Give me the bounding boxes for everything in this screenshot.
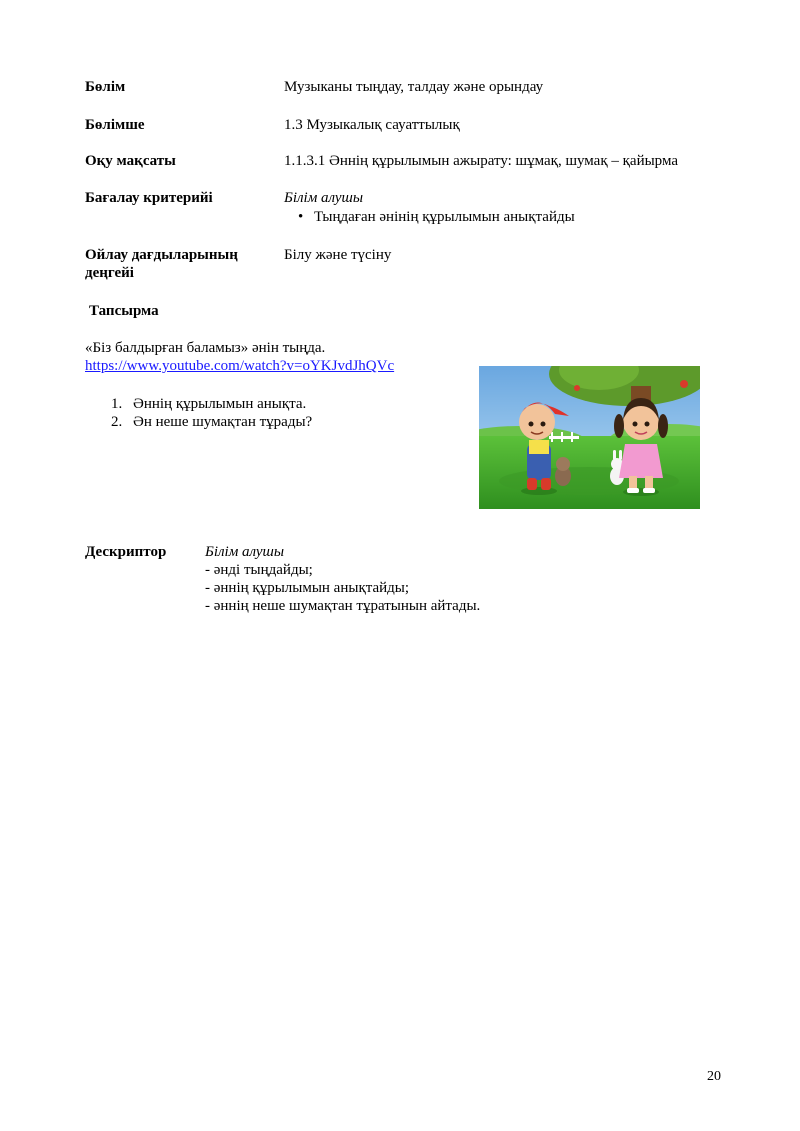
list-item bbox=[111, 395, 312, 413]
descriptor-block bbox=[205, 543, 480, 615]
list-item-number: 1. bbox=[111, 396, 123, 412]
row-section-value: Музыканы тыңдау, талдау және орындау bbox=[284, 79, 544, 95]
task-list bbox=[111, 395, 313, 431]
list-item-text: Ән неше шумақтан тұрады? bbox=[133, 414, 313, 430]
criteria-bullet-item bbox=[298, 208, 575, 226]
list-item-number: 2. bbox=[111, 414, 123, 430]
list-item: - әннің неше шумақтан тұратынын айтады. bbox=[205, 598, 481, 614]
row-thinking-label-line1: Ойлау дағдыларының bbox=[85, 247, 238, 263]
row-objective-label: Оқу мақсаты bbox=[85, 153, 176, 169]
list-item bbox=[111, 413, 313, 431]
criteria-bullet-text: Тыңдаған әнінің құрылымын анықтайды bbox=[314, 209, 575, 225]
row-criteria-label: Бағалау критерийі bbox=[85, 190, 213, 206]
task-video-link[interactable]: https://www.youtube.com/watch?v=oYKJvdJhQVc bbox=[85, 358, 395, 374]
row-thinking-value: Білу және түсіну bbox=[284, 247, 392, 263]
list-item: - әннің құрылымын анықтайды; bbox=[205, 580, 410, 596]
descriptor-intro: Білім алушы bbox=[205, 544, 285, 560]
page-number: 20 bbox=[707, 1069, 721, 1084]
list-item-text: Әннің құрылымын анықта. bbox=[133, 396, 307, 412]
row-objective-value: 1.1.3.1 Әннің құрылымын ажырату: шұмақ, шумақ – қайырма bbox=[284, 153, 678, 169]
row-subsection-value: 1.3 Музыкалық сауаттылық bbox=[284, 117, 460, 133]
children-cartoon-illustration bbox=[479, 366, 700, 509]
row-section-label: Бөлім bbox=[85, 79, 126, 95]
row-criteria-value: Білім алушы bbox=[284, 190, 364, 206]
row-subsection-label: Бөлімше bbox=[85, 117, 145, 133]
task-heading: Тапсырма bbox=[89, 303, 159, 319]
row-thinking-label-line2: деңгейі bbox=[85, 265, 134, 281]
bullet-icon: • bbox=[298, 209, 304, 225]
task-instruction: «Біз балдырған баламыз» әнін тыңда. bbox=[85, 340, 326, 356]
row-thinking-label bbox=[85, 246, 275, 282]
list-item: - әнді тыңдайды; bbox=[205, 562, 313, 578]
descriptor-label: Дескриптор bbox=[85, 544, 167, 560]
